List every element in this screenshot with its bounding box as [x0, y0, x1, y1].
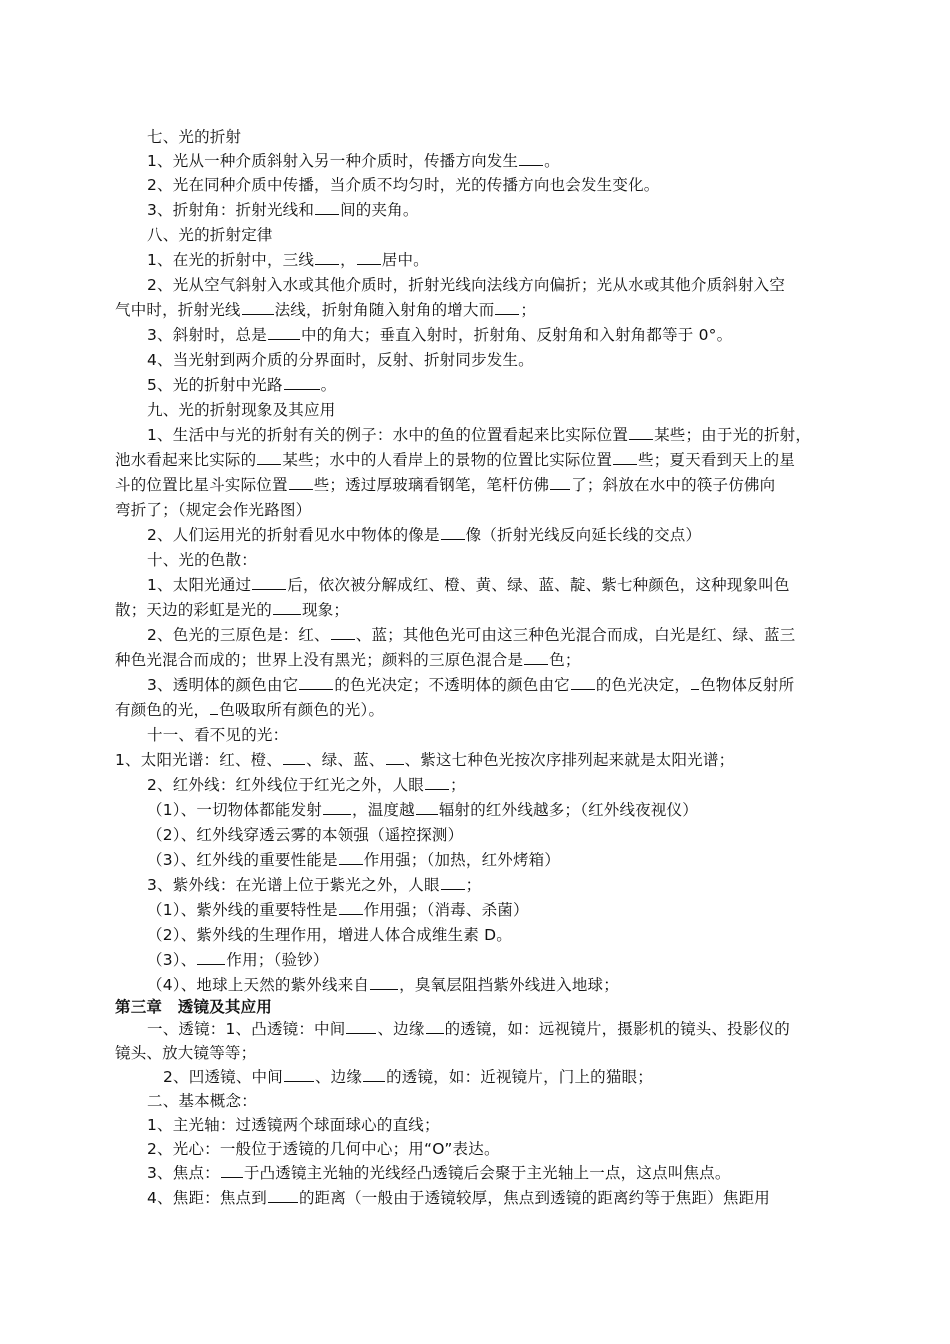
text-run: 气中时，折射光线	[115, 301, 241, 319]
fill-in-blank	[315, 248, 339, 265]
paragraph-line	[115, 498, 311, 522]
chapter-heading	[115, 995, 272, 1019]
paragraph-line	[115, 1041, 256, 1065]
text-run: 种色光混合而成的；世界上没有黑光；颜料的三原色混合是	[115, 651, 524, 669]
paragraph-line	[147, 948, 329, 972]
paragraph-line	[147, 323, 732, 347]
paragraph-line	[147, 1161, 731, 1185]
text-run: （4）、地球上天然的紫外线来自	[147, 976, 370, 994]
fill-in-blank	[242, 298, 274, 315]
paragraph-line	[147, 198, 419, 222]
paragraph-line	[163, 1065, 653, 1089]
text-run: 、边缘	[314, 1068, 363, 1086]
text-run: 2、红外线：红外线位于红光之外，人眼	[147, 776, 424, 794]
text-run: 1、太阳光通过	[147, 576, 252, 594]
text-run: 有颜色的光，	[115, 701, 210, 719]
text-run: 3、焦点：	[147, 1164, 220, 1182]
text-run: 的色光决定，	[595, 676, 691, 694]
text-run: ；	[520, 301, 537, 319]
fill-in-blank	[268, 323, 300, 340]
fill-in-blank	[550, 473, 570, 490]
paragraph-line	[147, 773, 466, 797]
paragraph-line	[147, 923, 512, 947]
paragraph-line	[147, 248, 429, 272]
fill-in-blank	[571, 673, 595, 690]
fill-in-blank	[441, 873, 465, 890]
fill-in-blank	[268, 1186, 298, 1203]
section-heading-invisible-light	[147, 723, 288, 747]
paragraph-line	[147, 1186, 770, 1210]
paragraph-line	[147, 523, 701, 547]
fill-in-blank	[197, 948, 225, 965]
text-run: 色；	[549, 651, 581, 669]
text-run: 些；透过厚玻璃看钢笔，笔杆仿佛	[313, 476, 550, 494]
text-run: 色物体反射所	[700, 676, 795, 694]
fill-in-blank	[363, 1065, 385, 1082]
text-run: 像（折射光线反向延长线的交点）	[465, 526, 702, 544]
text-run: 中的角大；垂直入射时，折射角、反射角和入射角都等于 0°。	[300, 326, 733, 344]
text-run: 。	[544, 152, 560, 170]
text-run: 3、紫外线：在光谱上位于紫光之外，人眼	[147, 876, 440, 894]
paragraph-line	[115, 698, 384, 722]
fill-in-blank	[315, 198, 339, 215]
fill-in-blank	[691, 673, 699, 690]
text-run: ，温度越	[352, 801, 415, 819]
paragraph-line	[115, 598, 349, 622]
paragraph-line	[115, 473, 775, 497]
text-run: 的距离（一般由于透镜较厚，焦点到透镜的距离约等于焦距）焦距用	[298, 1189, 770, 1207]
fill-in-blank	[519, 149, 543, 166]
fill-in-blank	[283, 748, 305, 765]
text-run: 2、光在同种介质中传播，当介质不均匀时，光的传播方向也会发生变化。	[147, 176, 660, 194]
paragraph-line	[147, 848, 560, 872]
paragraph-line	[147, 623, 795, 647]
fill-in-blank	[524, 648, 548, 665]
fill-in-blank	[441, 523, 465, 540]
fill-in-blank	[370, 973, 398, 990]
text-run: ，臭氧层阻挡紫外线进入地球；	[399, 976, 619, 994]
paragraph-line	[147, 423, 811, 447]
text-run: 4、当光射到两介质的分界面时，反射、折射同步发生。	[147, 351, 534, 369]
text-run: 第三章 透镜及其应用	[115, 998, 273, 1016]
text-run: ；	[465, 876, 482, 894]
text-run: 七、光的折射	[147, 128, 242, 146]
text-run: 。	[320, 376, 337, 394]
text-run: （3）、	[147, 951, 197, 969]
text-run: 十、光的色散：	[147, 551, 257, 569]
paragraph-line	[147, 348, 534, 372]
fill-in-blank	[346, 1017, 376, 1034]
text-run: 些；夏天看到天上的星	[638, 451, 796, 469]
section-heading-refraction-law	[147, 223, 273, 247]
text-run: 了；斜放在水中的筷子仿佛向	[571, 476, 776, 494]
paragraph-line	[115, 448, 795, 472]
text-run: 一、透镜：1、凸透镜：中间	[147, 1020, 346, 1038]
paragraph-line	[147, 873, 481, 897]
text-run: 居中。	[381, 251, 429, 269]
text-run: 八、光的折射定律	[147, 226, 273, 244]
text-run: 的色光决定；不透明体的颜色由它	[334, 676, 570, 694]
text-run: 作用强；（消毒、杀菌）	[363, 901, 529, 919]
fill-in-blank	[416, 798, 438, 815]
text-run: 斗的位置比星斗实际位置	[115, 476, 288, 494]
text-run: ，	[340, 251, 356, 269]
text-run: （3）、红外线的重要性能是	[147, 851, 338, 869]
text-run: 1、光从一种介质斜射入另一种介质时，传播方向发生	[147, 152, 519, 170]
text-run: 3、折射角：折射光线和	[147, 201, 315, 219]
fill-in-blank	[613, 448, 637, 465]
text-run: ；	[449, 776, 466, 794]
text-run: 1、在光的折射中，三线	[147, 251, 315, 269]
paragraph-line	[115, 748, 734, 772]
fill-in-blank	[289, 473, 313, 490]
text-run: 作用；（验钞）	[226, 951, 329, 969]
text-run: 1、太阳光谱：红、橙、	[115, 751, 283, 769]
paragraph-line	[115, 298, 536, 322]
fill-in-blank	[425, 773, 449, 790]
paragraph-line	[147, 823, 463, 847]
text-run: 某些；水中的人看岸上的景物的位置比实际位置	[282, 451, 613, 469]
text-run: （2）、紫外线的生理作用，增进人体合成维生素 D。	[147, 926, 512, 944]
fill-in-blank	[323, 798, 351, 815]
paragraph-line	[147, 973, 619, 997]
fill-in-blank	[357, 248, 381, 265]
fill-in-blank	[284, 373, 320, 390]
text-run: 3、斜射时，总是	[147, 326, 267, 344]
paragraph-line	[147, 149, 560, 173]
fill-in-blank	[629, 423, 653, 440]
text-run: 2、光心：一般位于透镜的几何中心；用“O”表达。	[147, 1140, 500, 1158]
paragraph-line	[147, 673, 794, 697]
text-run: 作用强；（加热，红外烤箱）	[363, 851, 561, 869]
fill-in-blank	[386, 748, 404, 765]
text-run: 辐射的红外线越多；（红外线夜视仪）	[438, 801, 698, 819]
text-run: 弯折了；（规定会作光路图）	[115, 501, 312, 519]
text-run: 、紫这七种色光按次序排列起来就是太阳光谱；	[404, 751, 735, 769]
text-run: （1）、一切物体都能发射	[147, 801, 323, 819]
fill-in-blank	[299, 673, 333, 690]
paragraph-line	[147, 173, 659, 197]
fill-in-blank	[331, 623, 355, 640]
section-heading-dispersion	[147, 548, 257, 572]
text-run: 于凸透镜主光轴的光线经凸透镜后会聚于主光轴上一点，这点叫焦点。	[243, 1164, 731, 1182]
text-run: 、绿、蓝、	[306, 751, 385, 769]
text-run: 4、焦距：焦点到	[147, 1189, 267, 1207]
text-run: 2、凹透镜、中间	[163, 1068, 283, 1086]
fill-in-blank	[257, 448, 281, 465]
text-run: 、蓝；其他色光可由这三种色光混合而成，白光是红、绿、蓝三	[355, 626, 796, 644]
fill-in-blank	[339, 848, 363, 865]
paragraph-line	[147, 1137, 500, 1161]
section-heading-refraction-applications	[147, 398, 335, 422]
section-heading-basic-concepts	[147, 1089, 257, 1113]
text-run: 间的夹角。	[340, 201, 419, 219]
text-run: 5、光的折射中光路	[147, 376, 283, 394]
paragraph-line	[147, 798, 698, 822]
text-run: 1、主光轴：过透镜两个球面球心的直线；	[147, 1116, 440, 1134]
text-run: 镜头、放大镜等等；	[115, 1044, 257, 1062]
fill-in-blank	[252, 573, 286, 590]
text-run: 2、光从空气斜射入水或其他介质时，折射光线向法线方向偏折；光从水或其他介质斜射入空	[147, 276, 786, 294]
text-run: 二、基本概念：	[147, 1092, 257, 1110]
text-run: 2、色光的三原色是：红、	[147, 626, 330, 644]
paragraph-line	[115, 648, 581, 672]
fill-in-blank	[221, 1161, 243, 1178]
fill-in-blank	[210, 698, 218, 715]
text-run: 法线，折射角随入射角的增大而	[274, 301, 495, 319]
fill-in-blank	[284, 1065, 314, 1082]
text-run: 后，依次被分解成红、橙、黄、绿、蓝、靛、紫七种颜色，这种现象叫色	[287, 576, 790, 594]
text-run: 、边缘	[377, 1020, 425, 1038]
text-run: 3、透明体的颜色由它	[147, 676, 299, 694]
fill-in-blank	[426, 1017, 444, 1034]
text-run: 2、人们运用光的折射看见水中物体的像是	[147, 526, 440, 544]
paragraph-line	[147, 373, 336, 397]
text-run: 色吸取所有颜色的光）。	[219, 701, 385, 719]
fill-in-blank	[273, 598, 301, 615]
section-heading-refraction	[147, 125, 241, 149]
text-run: 现象；	[302, 601, 350, 619]
paragraph-line	[147, 1113, 440, 1137]
text-run: 1、生活中与光的折射有关的例子：水中的鱼的位置看起来比实际位置	[147, 426, 629, 444]
text-run: （2）、红外线穿透云雾的本领强（遥控探测）	[147, 826, 464, 844]
text-run: 的透镜，如：远视镜片，摄影机的镜头、投影仪的	[444, 1020, 790, 1038]
text-run: （1）、紫外线的重要特性是	[147, 901, 338, 919]
paragraph-line	[147, 273, 785, 297]
text-run: 散；天边的彩虹是光的	[115, 601, 273, 619]
paragraph-line	[147, 898, 529, 922]
text-run: 九、光的折射现象及其应用	[147, 401, 336, 419]
text-run: 的透镜，如：近视镜片，门上的猫眼；	[386, 1068, 653, 1086]
paragraph-line	[147, 1017, 790, 1041]
text-run: 某些；由于光的折射，	[654, 426, 812, 444]
text-run: 十一、看不见的光：	[147, 726, 289, 744]
paragraph-line	[147, 573, 790, 597]
fill-in-blank	[339, 898, 363, 915]
fill-in-blank	[495, 298, 519, 315]
text-run: 池水看起来比实际的	[115, 451, 257, 469]
